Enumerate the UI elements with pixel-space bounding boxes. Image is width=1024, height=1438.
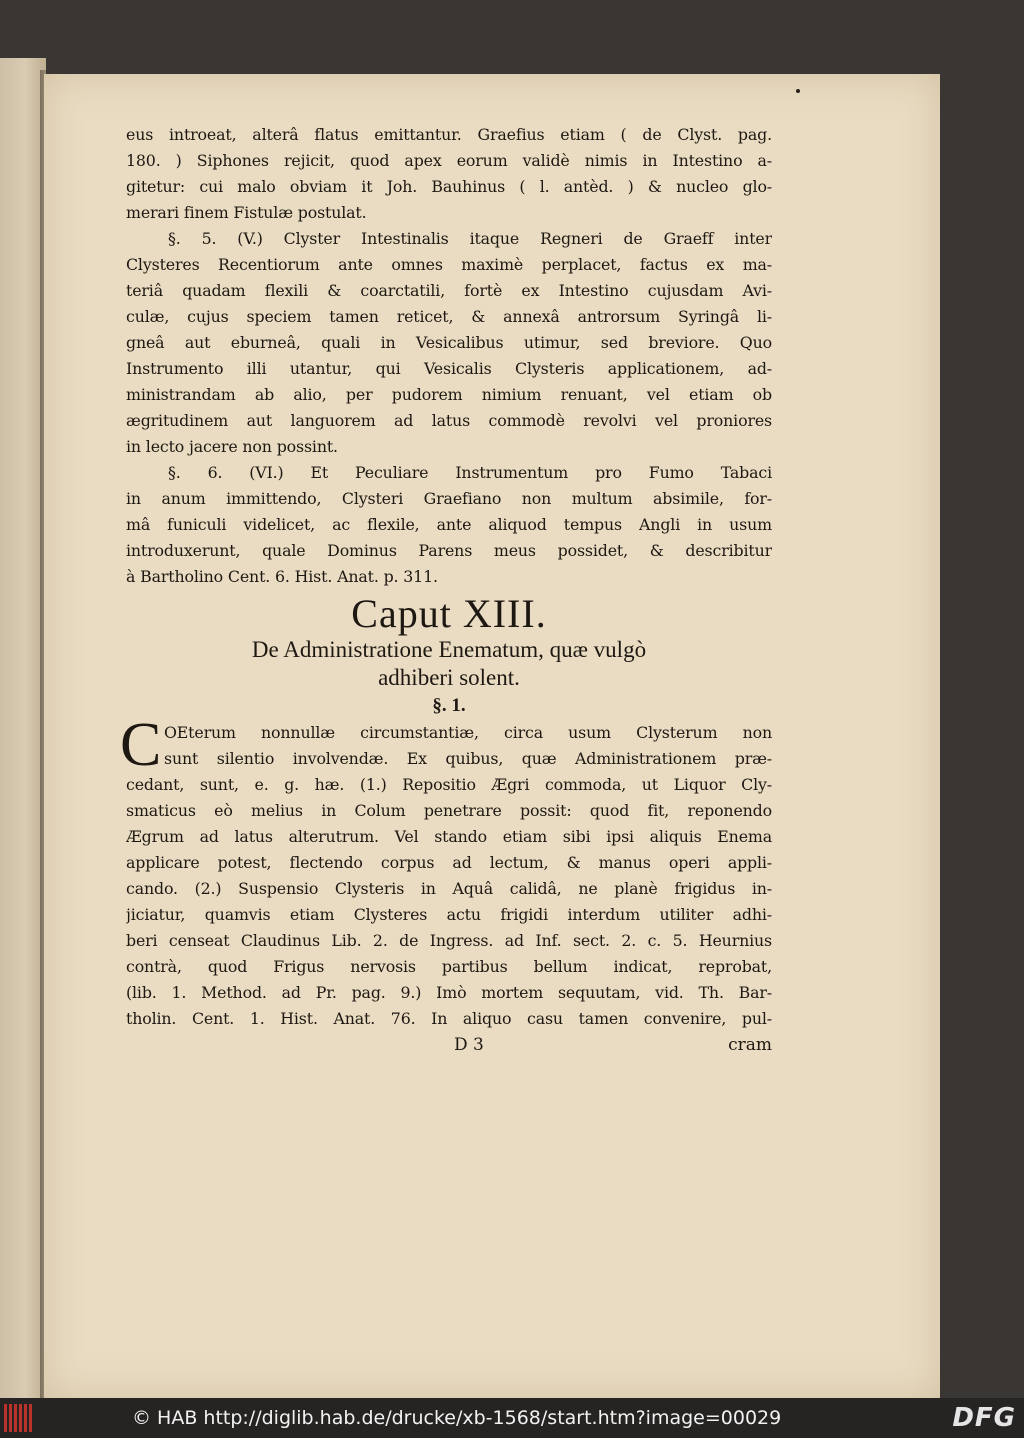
text-line: jiciatur, quamvis etiam Clysteres actu frigidi interdum utiliter adhi- bbox=[126, 905, 772, 924]
signature-line bbox=[126, 1032, 772, 1058]
text-line: tholin. Cent. 1. Hist. Anat. 76. In aliquo casu tamen convenire, pul- bbox=[126, 1009, 772, 1028]
text-line: applicare potest, flectendo corpus ad lectum, & manus operi appli- bbox=[126, 853, 772, 872]
text-line: cedant, sunt, e. g. hæ. (1.) Repositio Ægri commoda, ut Liquor Cly- bbox=[126, 775, 772, 794]
text-line: in anum immittendo, Clysteri Graefiano non multum absimile, for- bbox=[126, 489, 772, 508]
text-line: introduxerunt, quale Dominus Parens meus possidet, & describitur bbox=[126, 541, 772, 560]
text-line: Clysteres Recentiorum ante omnes maximè perplacet, factus ex ma- bbox=[126, 255, 772, 274]
section-marker: §. 1. bbox=[432, 695, 466, 716]
text-line: §. 5. (V.) Clyster Intestinalis itaque Regneri de Graeff inter bbox=[168, 229, 772, 248]
chapter-title-continued: adhiberi solent. bbox=[378, 665, 520, 690]
text-line: Ægrum ad latus alterutrum. Vel stando etiam sibi ipsi aliquis Enema bbox=[126, 827, 772, 846]
text-line: OEterum nonnullæ circumstantiæ, circa usum Clysterum non bbox=[164, 723, 772, 742]
text-line: beri censeat Claudinus Lib. 2. de Ingress. ad Inf. sect. 2. c. 5. Heurnius bbox=[126, 931, 772, 950]
chapter-heading: Caput XIII. bbox=[351, 591, 547, 636]
text-line: cando. (2.) Suspensio Clysteris in Aquâ calidâ, ne planè frigidus in- bbox=[126, 879, 772, 898]
book-page bbox=[44, 74, 940, 1398]
text-line: ægritudinem aut languorem ad latus commodè revolvi vel proniores bbox=[126, 411, 772, 430]
text-line: ministrandam ab alio, per pudorem nimium renuant, vel etiam ob bbox=[126, 385, 772, 404]
text-line: contrà, quod Frigus nervosis partibus bellum indicat, reprobat, bbox=[126, 957, 772, 976]
text-line: gneâ aut eburneâ, quali in Vesicalibus utimur, sed breviore. Quo bbox=[126, 333, 772, 352]
text-line: sunt silentio involvendæ. Ex quibus, quæ Administrationem præ- bbox=[164, 749, 772, 768]
footer-bar bbox=[0, 1398, 1024, 1438]
text-line: smaticus eò melius in Colum penetrare possit: quod fit, reponendo bbox=[126, 801, 772, 820]
drop-capital: C bbox=[120, 711, 162, 779]
text-line: mâ funiculi videlicet, ac flexile, ante aliquod tempus Angli in usum bbox=[126, 515, 772, 534]
text-line: 180. ) Siphones rejicit, quod apex eorum validè nimis in Intestino a- bbox=[126, 151, 772, 170]
text-line: merari finem Fistulæ postulat. bbox=[126, 203, 367, 222]
chapter-title: De Administratione Enematum, quæ vulgò bbox=[251, 637, 647, 662]
dfg-logo: DFG bbox=[952, 1403, 1016, 1433]
text-line: culæ, cujus speciem tamen reticet, & annexâ antrorsum Syringâ li- bbox=[126, 307, 772, 326]
text-line: (lib. 1. Method. ad Pr. pag. 9.) Imò mortem sequutam, vid. Th. Bar- bbox=[126, 983, 772, 1002]
credit-link[interactable]: © HAB http://diglib.hab.de/drucke/xb-1568/start.htm?image=00029 bbox=[132, 1407, 782, 1429]
text-line: §. 6. (VI.) Et Peculiare Instrumentum pro Fumo Tabaci bbox=[168, 463, 772, 482]
text-line: eus introeat, alterâ flatus emittantur. Graefius etiam ( de Clyst. pag. bbox=[126, 125, 772, 144]
text-line: gitetur: cui malo obviam it Joh. Bauhinus ( l. antèd. ) & nucleo glo- bbox=[126, 177, 772, 196]
text-line: teriâ quadam flexili & coarctatili, fortè ex Intestino cujusdam Avi- bbox=[126, 281, 772, 300]
signature-mark: D 3 bbox=[454, 1035, 484, 1055]
text-line: Instrumento illi utantur, qui Vesicalis Clysteris applicationem, ad- bbox=[126, 359, 772, 378]
page-speck bbox=[796, 89, 800, 93]
hab-barcode-icon bbox=[4, 1404, 32, 1432]
text-line: à Bartholino Cent. 6. Hist. Anat. p. 311. bbox=[126, 567, 438, 586]
text-line: in lecto jacere non possint. bbox=[126, 437, 338, 456]
catchword: cram bbox=[728, 1035, 772, 1055]
paragraph-start bbox=[120, 711, 772, 779]
page-text bbox=[120, 122, 772, 1058]
